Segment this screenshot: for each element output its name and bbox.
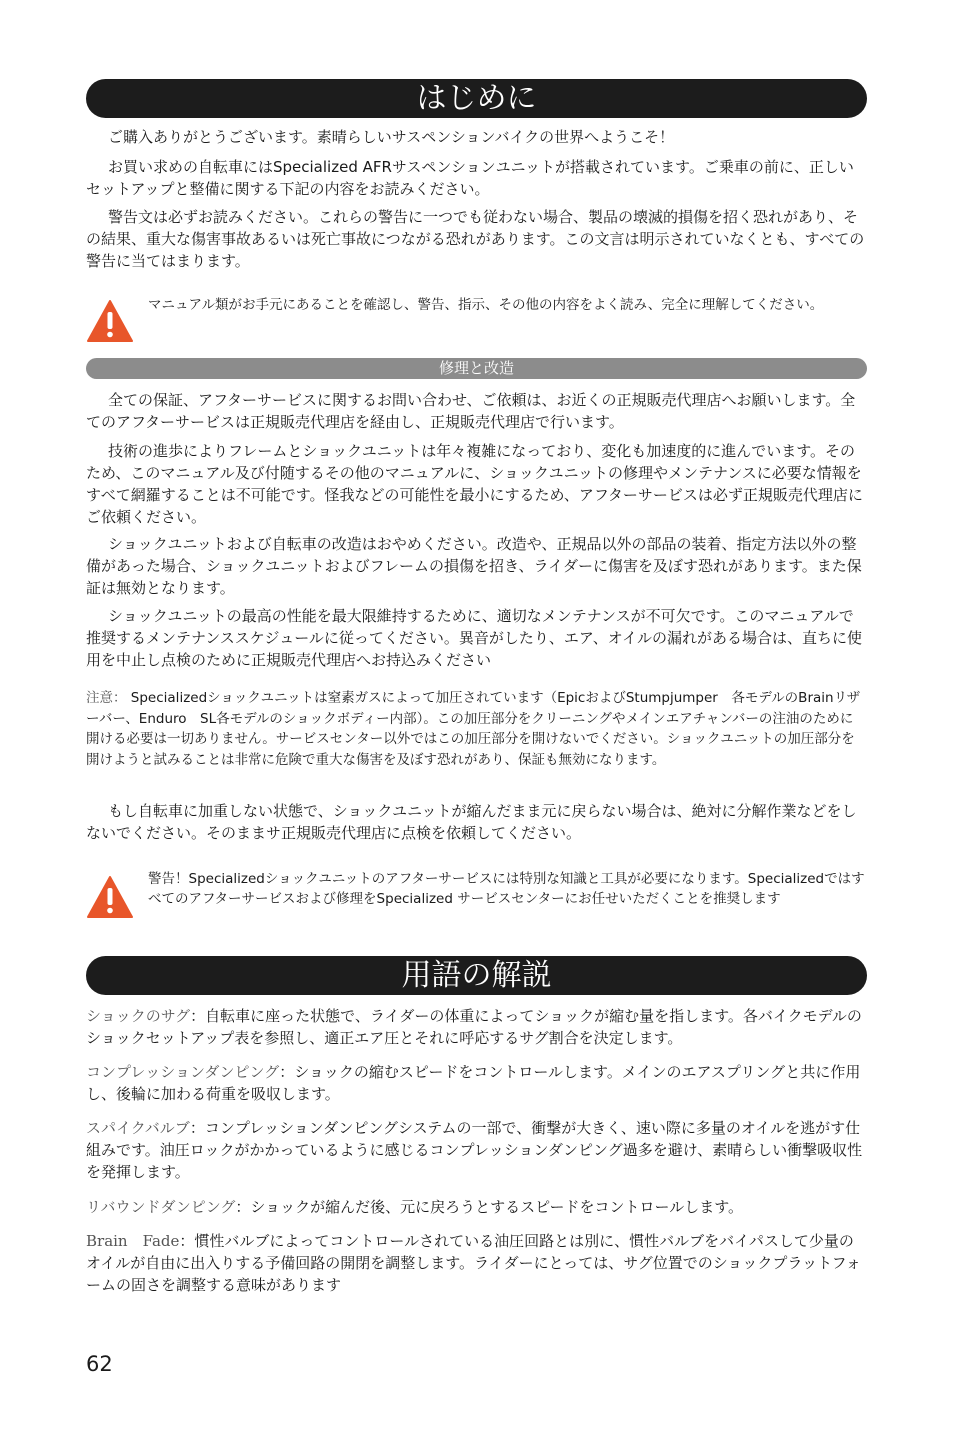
repair-paragraph-5: もし自転車に加重しない状態で、ショックユニットが縮んだまま元に戻らない場合は、絶対に分解作業などをしないでください。そのままサ正規販売代理店に点検を依頼してください。 — [86, 802, 857, 842]
repair-paragraph-4: ショックユニットの最高の性能を最大限維持するために、適切なメンテナンスが不可欠です。このマニュアルで推奨するメンテナンススケジュールに従ってください。異音がしたり、エア、オイルの漏れがある場合は、直ちに使用を中止し点検のために正規販売代理店へお持込みください — [86, 607, 862, 669]
warning-triangle-icon — [86, 299, 134, 343]
warning-text-1: マニュアル類がお手元にあることを確認し、警告、指示、その他の内容をよく読み、完全に理解してください。 — [148, 297, 824, 313]
repair-paragraph-2: 技術の進歩によりフレームとショックユニットは年々複雑になっており、変化も加速度的に進んでいます。そのため、このマニュアル及び付随するその他のマニュアルに、ショックユニットの修理やメンテナンスに必要な情報をすべて網羅することは不可能です。怪我などの可能性を最小にするため、アフターサービスは必ず正規販売代理店にご依頼ください。 — [86, 442, 863, 526]
term-definition: 自転車に座った状態で、ライダーの体重によってショックが縮む量を指します。各バイクモデルのショックセットアップ表を参照し、適正エア圧とそれに呼応するサグ割合を決定します。 — [86, 1007, 862, 1047]
term-separator: ： — [279, 1063, 295, 1081]
term-label: Brain Fade — [86, 1232, 180, 1250]
term-definition: ショックの縮むスピードをコントロールします。メインのエアスプリングと共に作用し、後輪に加わる荷重を吸収します。 — [86, 1063, 861, 1103]
term-definition: ショックが縮んだ後、元に戻ろうとするスピードをコントロールします。 — [250, 1198, 744, 1216]
term-label: ショックのサグ — [86, 1007, 191, 1025]
repair-paragraph-1: 全ての保証、アフターサービスに関するお問い合わせ、ご依頼は、お近くの正規販売代理店へお願いします。全てのアフターサービスは正規販売代理店を経由し、正規販売代理店で行います。 — [86, 391, 856, 431]
warning-block-2 — [86, 869, 867, 929]
caution-note — [86, 688, 866, 770]
term-sag — [86, 1005, 866, 1049]
intro-paragraph-1: ご購入ありがとうございます。素晴らしいサスペンションバイクの世界へようこそ！ — [108, 128, 675, 146]
subsection-title-repair: 修理と改造 — [86, 358, 867, 379]
term-separator: ： — [190, 1007, 206, 1025]
warning-triangle-icon — [86, 875, 134, 919]
term-separator: ： — [235, 1198, 251, 1216]
caution-text: Specializedショックユニットは窒素ガスによって加圧されています（EpicおよびStumpjumper 各モデルのBrainリザーバー、Enduro SL各モデルのショックボディー内部）。この加圧部分をクリーニングやメインエアチャンバーの注油のために開ける必要は一切ありません。サービスセンター以外ではこの加圧部分を開けないでください。ショックユニットの加圧部分を開けようと試みることは非常に危険で重大な傷害を及ぼす恐れがあり、保証も無効になります。 — [86, 690, 861, 768]
section-title-glossary: 用語の解説 — [86, 956, 867, 995]
section-title-introduction: はじめに — [86, 79, 867, 118]
term-separator: ： — [179, 1232, 195, 1250]
term-definition: 慣性バルブによってコントロールされている油圧回路とは別に、慣性バルブをバイパスして少量のオイルが自由に出入りする予備回路の開閉を調整します。ライダーにとっては、サグ位置でのショックプラットフォームの固さを調整する意味があります — [86, 1232, 861, 1294]
term-definition: コンプレッションダンピングシステムの一部で、衝撃が大きく、速い際に多量のオイルを逃がす仕組みです。油圧ロックがかかっているように感じるコンプレッションダンピング過多を避け、素晴らしい衝撃吸収性を発揮します。 — [86, 1119, 863, 1181]
term-separator: ： — [189, 1119, 205, 1137]
warning-text-2: 警告！Specializedショックユニットのアフターサービスには特別な知識と工具が必要になります。Specializedではすべてのアフターサービスおよび修理をSpecialized サービスセンターにお任せいただくことを推奨します — [148, 871, 865, 907]
term-label: コンプレッションダンピング — [86, 1063, 280, 1081]
page-number: 62 — [86, 1352, 113, 1376]
intro-paragraph-2: お買い求めの自転車にはSpecialized AFRサスペンションユニットが搭載されています。ご乗車の前に、正しいセットアップと整備に関する下記の内容をお読みください。 — [86, 158, 854, 198]
repair-paragraph-3: ショックユニットおよび自転車の改造はおやめください。改造や、正規品以外の部品の装着、指定方法以外の整備があった場合、ショックユニットおよびフレームの損傷を招き、ライダーに傷害を及ぼす恐れがあります。また保証は無効となります。 — [86, 535, 862, 597]
term-compression-damping — [86, 1061, 866, 1105]
term-spike-valve — [86, 1117, 866, 1183]
intro-paragraph-3: 警告文は必ずお読みください。これらの警告に一つでも従わない場合、製品の壊滅的損傷を招く恐れがあり、その結果、重大な傷害事故あるいは死亡事故につながる恐れがあります。この文言は明示されていなくとも、すべての警告に当てはまります。 — [86, 208, 865, 270]
term-label: リバウンドダンピング — [86, 1198, 236, 1216]
term-rebound-damping — [86, 1196, 866, 1218]
caution-label: 注意： — [86, 690, 127, 706]
term-brain-fade — [86, 1230, 866, 1296]
term-label: スパイクバルブ — [86, 1119, 190, 1137]
warning-block-1 — [86, 295, 867, 345]
